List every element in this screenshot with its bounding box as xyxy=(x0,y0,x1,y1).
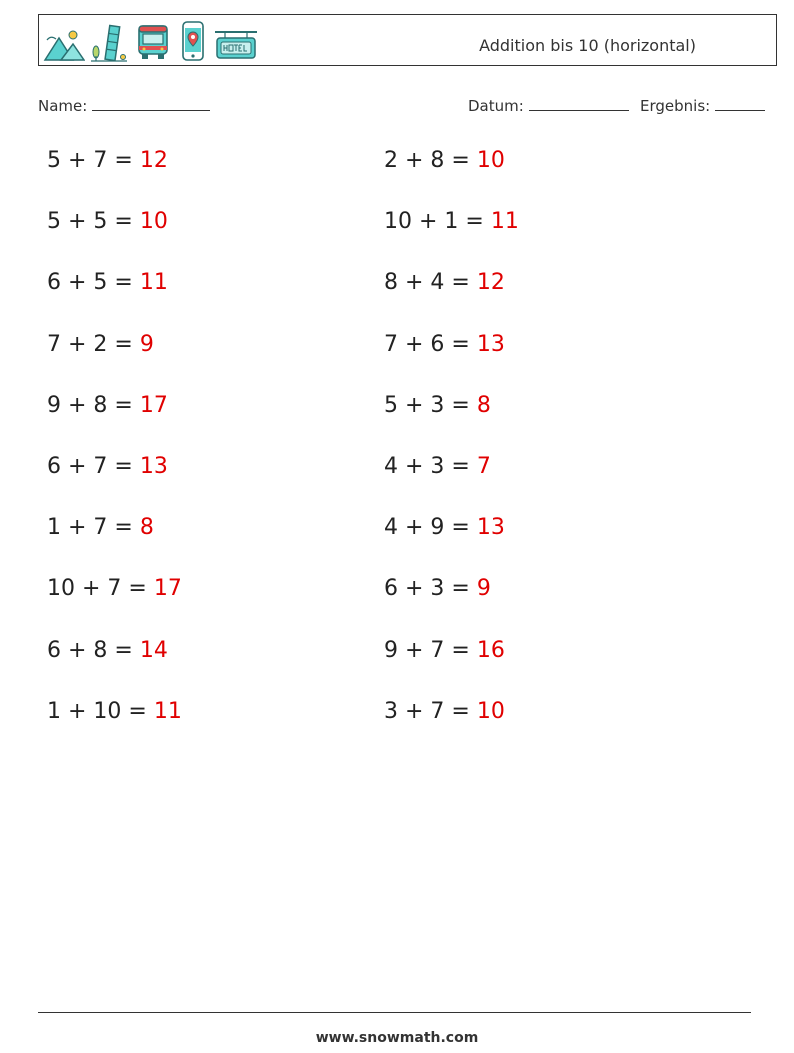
problem-right-2 xyxy=(384,209,519,234)
problem-answer: 16 xyxy=(476,637,505,663)
problem-answer: 10 xyxy=(476,148,505,173)
problem-expression: 6 + 5 = xyxy=(47,270,133,296)
problem-answer: 14 xyxy=(139,637,168,663)
problem-answer: 9 xyxy=(139,331,154,357)
problem-answer: 8 xyxy=(476,392,491,418)
problem-right-8 xyxy=(384,576,491,601)
problem-expression: 5 + 5 = xyxy=(47,209,133,235)
problem-expression: 7 + 2 = xyxy=(47,331,133,357)
problem-expression: 10 + 1 = xyxy=(384,209,484,235)
problem-answer: 10 xyxy=(139,209,168,235)
date-field xyxy=(468,94,629,115)
problem-answer: 9 xyxy=(476,576,491,602)
problem-right-6 xyxy=(384,454,491,479)
problem-answer: 11 xyxy=(153,698,182,724)
problem-answer: 8 xyxy=(139,515,154,541)
bus-icon xyxy=(133,22,173,62)
problem-left-9 xyxy=(47,638,168,663)
name-label: Name: xyxy=(38,97,88,115)
date-label: Datum: xyxy=(468,97,524,115)
problem-expression: 4 + 9 = xyxy=(384,515,470,541)
problem-answer: 13 xyxy=(476,515,505,541)
leaning-tower-icon xyxy=(91,22,127,62)
problem-expression: 5 + 7 = xyxy=(47,148,133,173)
problem-answer: 11 xyxy=(139,270,168,296)
problem-right-1 xyxy=(384,148,505,173)
score-field xyxy=(640,94,765,115)
problem-expression: 6 + 8 = xyxy=(47,637,133,663)
problem-answer: 17 xyxy=(139,392,168,418)
problem-expression: 8 + 4 = xyxy=(384,270,470,296)
worksheet-title: Addition bis 10 (horizontal) xyxy=(479,36,696,55)
problem-left-5 xyxy=(47,393,168,418)
problem-left-6 xyxy=(47,454,168,479)
problem-right-9 xyxy=(384,638,505,663)
date-blank-line xyxy=(529,94,629,111)
problem-expression: 9 + 8 = xyxy=(47,392,133,418)
problem-right-3 xyxy=(384,270,505,295)
problem-answer: 13 xyxy=(139,454,168,479)
problem-expression: 6 + 3 = xyxy=(384,576,470,602)
name-blank-line xyxy=(92,94,210,111)
worksheet-header xyxy=(38,14,777,66)
problem-expression: 7 + 6 = xyxy=(384,331,470,357)
problem-answer: 11 xyxy=(490,209,519,235)
problem-expression: 1 + 7 = xyxy=(47,515,133,541)
mountains-icon xyxy=(43,28,85,62)
problem-expression: 6 + 7 = xyxy=(47,454,133,479)
phone-location-icon xyxy=(179,20,207,62)
problem-expression: 5 + 3 = xyxy=(384,392,470,418)
problem-answer: 7 xyxy=(476,454,491,479)
problem-expression: 3 + 7 = xyxy=(384,698,470,724)
problem-right-4 xyxy=(384,332,505,357)
problem-left-3 xyxy=(47,270,168,295)
score-label: Ergebnis: xyxy=(640,97,711,115)
footer-url: www.snowmath.com xyxy=(315,1030,479,1046)
score-blank-line xyxy=(715,94,765,111)
problem-left-7 xyxy=(47,515,154,540)
problem-expression: 10 + 7 = xyxy=(47,576,147,602)
problem-expression: 2 + 8 = xyxy=(384,148,470,173)
problem-left-2 xyxy=(47,209,168,234)
problem-answer: 12 xyxy=(476,270,505,296)
problem-right-5 xyxy=(384,393,491,418)
hotel-sign-icon xyxy=(213,28,259,62)
problem-answer: 17 xyxy=(153,576,182,602)
problem-left-4 xyxy=(47,332,154,357)
header-icons xyxy=(43,20,259,62)
problem-left-1 xyxy=(47,148,168,173)
problem-left-10 xyxy=(47,699,182,724)
problem-right-10 xyxy=(384,699,505,724)
problem-answer: 10 xyxy=(476,698,505,724)
footer-divider xyxy=(38,1012,751,1013)
problem-answer: 12 xyxy=(139,148,168,173)
problem-left-8 xyxy=(47,576,182,601)
name-field xyxy=(38,94,210,115)
problem-expression: 9 + 7 = xyxy=(384,637,470,663)
problem-right-7 xyxy=(384,515,505,540)
problem-expression: 1 + 10 = xyxy=(47,698,147,724)
problem-expression: 4 + 3 = xyxy=(384,454,470,479)
problem-answer: 13 xyxy=(476,331,505,357)
